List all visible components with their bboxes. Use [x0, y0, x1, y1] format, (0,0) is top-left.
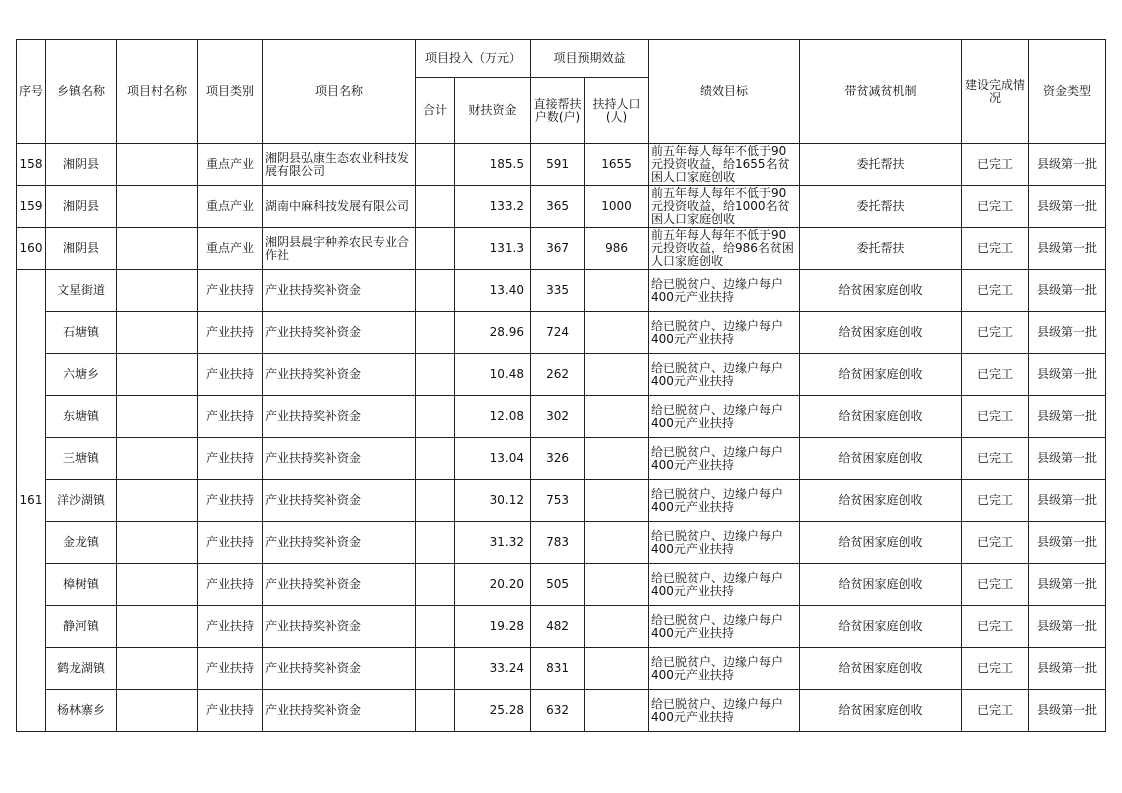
seq-cell: 158: [17, 144, 46, 186]
table-row: [17, 564, 1106, 606]
table-row: [17, 480, 1106, 522]
village-cell: [117, 144, 198, 186]
group-seq-cell: 161: [17, 270, 46, 732]
table-row: [17, 228, 1106, 270]
population-cell: 1000: [585, 186, 649, 228]
mechanism-cell: 给贫困家庭创收: [800, 480, 962, 522]
total-cell: [416, 606, 455, 648]
project-name-cell: 湘阴县弘康生态农业科技发展有限公司: [263, 144, 416, 186]
village-cell: [117, 270, 198, 312]
total-cell: [416, 354, 455, 396]
goal-cell: 给已脱贫户、边缘户每户400元产业扶持: [649, 438, 800, 480]
goal-cell: 给已脱贫户、边缘户每户400元产业扶持: [649, 480, 800, 522]
total-cell: [416, 648, 455, 690]
population-cell: [585, 522, 649, 564]
header-investment: 项目投入（万元）: [416, 40, 531, 78]
fund-type-cell: 县级第一批: [1029, 312, 1106, 354]
population-cell: 1655: [585, 144, 649, 186]
fiscal-cell: 28.96: [455, 312, 531, 354]
status-cell: 已完工: [962, 396, 1029, 438]
table-row: [17, 270, 1106, 312]
fiscal-cell: 13.40: [455, 270, 531, 312]
village-cell: [117, 354, 198, 396]
fund-type-cell: 县级第一批: [1029, 438, 1106, 480]
mechanism-cell: 给贫困家庭创收: [800, 438, 962, 480]
fund-type-cell: 县级第一批: [1029, 144, 1106, 186]
category-cell: 产业扶持: [198, 270, 263, 312]
fiscal-cell: 20.20: [455, 564, 531, 606]
project-name-cell: 产业扶持奖补资金: [263, 648, 416, 690]
status-cell: 已完工: [962, 690, 1029, 732]
category-cell: 产业扶持: [198, 648, 263, 690]
table-row: [17, 648, 1106, 690]
goal-cell: 给已脱贫户、边缘户每户400元产业扶持: [649, 522, 800, 564]
fund-type-cell: 县级第一批: [1029, 270, 1106, 312]
total-cell: [416, 480, 455, 522]
village-cell: [117, 312, 198, 354]
households-cell: 365: [531, 186, 585, 228]
households-cell: 302: [531, 396, 585, 438]
table-row: [17, 186, 1106, 228]
table-row: [17, 690, 1106, 732]
status-cell: 已完工: [962, 480, 1029, 522]
village-cell: [117, 648, 198, 690]
fund-type-cell: 县级第一批: [1029, 186, 1106, 228]
mechanism-cell: 给贫困家庭创收: [800, 312, 962, 354]
status-cell: 已完工: [962, 606, 1029, 648]
fund-type-cell: 县级第一批: [1029, 606, 1106, 648]
mechanism-cell: 给贫困家庭创收: [800, 564, 962, 606]
households-cell: 591: [531, 144, 585, 186]
households-cell: 632: [531, 690, 585, 732]
status-cell: 已完工: [962, 144, 1029, 186]
category-cell: 产业扶持: [198, 606, 263, 648]
header-population: 扶持人口(人): [585, 78, 649, 144]
category-cell: 产业扶持: [198, 312, 263, 354]
mechanism-cell: 给贫困家庭创收: [800, 396, 962, 438]
households-cell: 753: [531, 480, 585, 522]
households-cell: 724: [531, 312, 585, 354]
town-cell: 樟树镇: [46, 564, 117, 606]
status-cell: 已完工: [962, 564, 1029, 606]
table-row: [17, 312, 1106, 354]
project-name-cell: 湖南中麻科技发展有限公司: [263, 186, 416, 228]
fund-type-cell: 县级第一批: [1029, 354, 1106, 396]
households-cell: 326: [531, 438, 585, 480]
mechanism-cell: 给贫困家庭创收: [800, 522, 962, 564]
mechanism-cell: 给贫困家庭创收: [800, 270, 962, 312]
project-name-cell: 产业扶持奖补资金: [263, 522, 416, 564]
town-cell: 湘阴县: [46, 228, 117, 270]
project-name-cell: 产业扶持奖补资金: [263, 480, 416, 522]
population-cell: [585, 690, 649, 732]
households-cell: 783: [531, 522, 585, 564]
status-cell: 已完工: [962, 270, 1029, 312]
project-name-cell: 产业扶持奖补资金: [263, 690, 416, 732]
population-cell: [585, 312, 649, 354]
fund-type-cell: 县级第一批: [1029, 396, 1106, 438]
project-name-cell: 产业扶持奖补资金: [263, 270, 416, 312]
village-cell: [117, 396, 198, 438]
town-cell: 湘阴县: [46, 186, 117, 228]
status-cell: 已完工: [962, 186, 1029, 228]
mechanism-cell: 委托帮扶: [800, 186, 962, 228]
fiscal-cell: 10.48: [455, 354, 531, 396]
header-total: 合计: [416, 78, 455, 144]
header-mechanism: 带贫减贫机制: [800, 40, 962, 144]
population-cell: [585, 480, 649, 522]
table-row: [17, 438, 1106, 480]
header-project-name: 项目名称: [263, 40, 416, 144]
total-cell: [416, 270, 455, 312]
households-cell: 482: [531, 606, 585, 648]
households-cell: 335: [531, 270, 585, 312]
status-cell: 已完工: [962, 312, 1029, 354]
goal-cell: 前五年每人每年不低于90元投资收益，给986名贫困人口家庭创收: [649, 228, 800, 270]
mechanism-cell: 给贫困家庭创收: [800, 606, 962, 648]
project-name-cell: 产业扶持奖补资金: [263, 312, 416, 354]
goal-cell: 给已脱贫户、边缘户每户400元产业扶持: [649, 606, 800, 648]
project-name-cell: 产业扶持奖补资金: [263, 606, 416, 648]
project-name-cell: 产业扶持奖补资金: [263, 438, 416, 480]
fund-type-cell: 县级第一批: [1029, 522, 1106, 564]
village-cell: [117, 186, 198, 228]
population-cell: 986: [585, 228, 649, 270]
population-cell: [585, 564, 649, 606]
town-cell: 杨林寨乡: [46, 690, 117, 732]
fiscal-cell: 33.24: [455, 648, 531, 690]
seq-cell: 160: [17, 228, 46, 270]
fund-type-cell: 县级第一批: [1029, 564, 1106, 606]
header-benefit: 项目预期效益: [531, 40, 649, 78]
project-name-cell: 湘阴县晨宇种养农民专业合作社: [263, 228, 416, 270]
fund-type-cell: 县级第一批: [1029, 228, 1106, 270]
total-cell: [416, 522, 455, 564]
fiscal-cell: 13.04: [455, 438, 531, 480]
goal-cell: 给已脱贫户、边缘户每户400元产业扶持: [649, 396, 800, 438]
town-cell: 金龙镇: [46, 522, 117, 564]
header-category: 项目类别: [198, 40, 263, 144]
header-town: 乡镇名称: [46, 40, 117, 144]
town-cell: 鹤龙湖镇: [46, 648, 117, 690]
table-row: [17, 144, 1106, 186]
mechanism-cell: 委托帮扶: [800, 144, 962, 186]
town-cell: 文星街道: [46, 270, 117, 312]
seq-cell: 159: [17, 186, 46, 228]
population-cell: [585, 648, 649, 690]
category-cell: 产业扶持: [198, 480, 263, 522]
header-village: 项目村名称: [117, 40, 198, 144]
goal-cell: 给已脱贫户、边缘户每户400元产业扶持: [649, 648, 800, 690]
goal-cell: 给已脱贫户、边缘户每户400元产业扶持: [649, 270, 800, 312]
fiscal-cell: 131.3: [455, 228, 531, 270]
total-cell: [416, 438, 455, 480]
households-cell: 831: [531, 648, 585, 690]
header-fund-type: 资金类型: [1029, 40, 1106, 144]
village-cell: [117, 522, 198, 564]
households-cell: 262: [531, 354, 585, 396]
total-cell: [416, 396, 455, 438]
town-cell: 六塘乡: [46, 354, 117, 396]
town-cell: 湘阴县: [46, 144, 117, 186]
village-cell: [117, 438, 198, 480]
project-name-cell: 产业扶持奖补资金: [263, 354, 416, 396]
goal-cell: 前五年每人每年不低于90元投资收益，给1655名贫困人口家庭创收: [649, 144, 800, 186]
status-cell: 已完工: [962, 522, 1029, 564]
goal-cell: 给已脱贫户、边缘户每户400元产业扶持: [649, 564, 800, 606]
table-row: [17, 522, 1106, 564]
category-cell: 产业扶持: [198, 354, 263, 396]
category-cell: 重点产业: [198, 186, 263, 228]
households-cell: 505: [531, 564, 585, 606]
header-households: 直接帮扶户数(户): [531, 78, 585, 144]
status-cell: 已完工: [962, 438, 1029, 480]
table-row: [17, 606, 1106, 648]
goal-cell: 给已脱贫户、边缘户每户400元产业扶持: [649, 312, 800, 354]
town-cell: 东塘镇: [46, 396, 117, 438]
mechanism-cell: 给贫困家庭创收: [800, 648, 962, 690]
table-row: [17, 396, 1106, 438]
fiscal-cell: 12.08: [455, 396, 531, 438]
fund-type-cell: 县级第一批: [1029, 690, 1106, 732]
category-cell: 产业扶持: [198, 396, 263, 438]
header-seq: 序号: [17, 40, 46, 144]
households-cell: 367: [531, 228, 585, 270]
category-cell: 重点产业: [198, 228, 263, 270]
goal-cell: 给已脱贫户、边缘户每户400元产业扶持: [649, 354, 800, 396]
population-cell: [585, 354, 649, 396]
fiscal-cell: 31.32: [455, 522, 531, 564]
table-header: [17, 40, 1106, 144]
mechanism-cell: 委托帮扶: [800, 228, 962, 270]
fund-type-cell: 县级第一批: [1029, 480, 1106, 522]
category-cell: 产业扶持: [198, 690, 263, 732]
project-name-cell: 产业扶持奖补资金: [263, 396, 416, 438]
category-cell: 产业扶持: [198, 564, 263, 606]
status-cell: 已完工: [962, 354, 1029, 396]
town-cell: 石塘镇: [46, 312, 117, 354]
fund-type-cell: 县级第一批: [1029, 648, 1106, 690]
project-name-cell: 产业扶持奖补资金: [263, 564, 416, 606]
town-cell: 三塘镇: [46, 438, 117, 480]
village-cell: [117, 480, 198, 522]
population-cell: [585, 396, 649, 438]
population-cell: [585, 270, 649, 312]
village-cell: [117, 564, 198, 606]
village-cell: [117, 690, 198, 732]
town-cell: 静河镇: [46, 606, 117, 648]
goal-cell: 给已脱贫户、边缘户每户400元产业扶持: [649, 690, 800, 732]
village-cell: [117, 228, 198, 270]
mechanism-cell: 给贫困家庭创收: [800, 690, 962, 732]
total-cell: [416, 564, 455, 606]
status-cell: 已完工: [962, 648, 1029, 690]
status-cell: 已完工: [962, 228, 1029, 270]
category-cell: 产业扶持: [198, 438, 263, 480]
header-status: 建设完成情况: [962, 40, 1029, 144]
fiscal-cell: 19.28: [455, 606, 531, 648]
total-cell: [416, 186, 455, 228]
fiscal-cell: 185.5: [455, 144, 531, 186]
population-cell: [585, 606, 649, 648]
population-cell: [585, 438, 649, 480]
header-fiscal: 财扶资金: [455, 78, 531, 144]
goal-cell: 前五年每人每年不低于90元投资收益，给1000名贫困人口家庭创收: [649, 186, 800, 228]
fiscal-cell: 30.12: [455, 480, 531, 522]
village-cell: [117, 606, 198, 648]
header-goal: 绩效目标: [649, 40, 800, 144]
total-cell: [416, 690, 455, 732]
town-cell: 洋沙湖镇: [46, 480, 117, 522]
fiscal-cell: 133.2: [455, 186, 531, 228]
fiscal-cell: 25.28: [455, 690, 531, 732]
mechanism-cell: 给贫困家庭创收: [800, 354, 962, 396]
total-cell: [416, 144, 455, 186]
table-row: [17, 354, 1106, 396]
project-table: [16, 39, 1106, 732]
total-cell: [416, 228, 455, 270]
category-cell: 产业扶持: [198, 522, 263, 564]
category-cell: 重点产业: [198, 144, 263, 186]
total-cell: [416, 312, 455, 354]
table-body: [17, 144, 1106, 732]
